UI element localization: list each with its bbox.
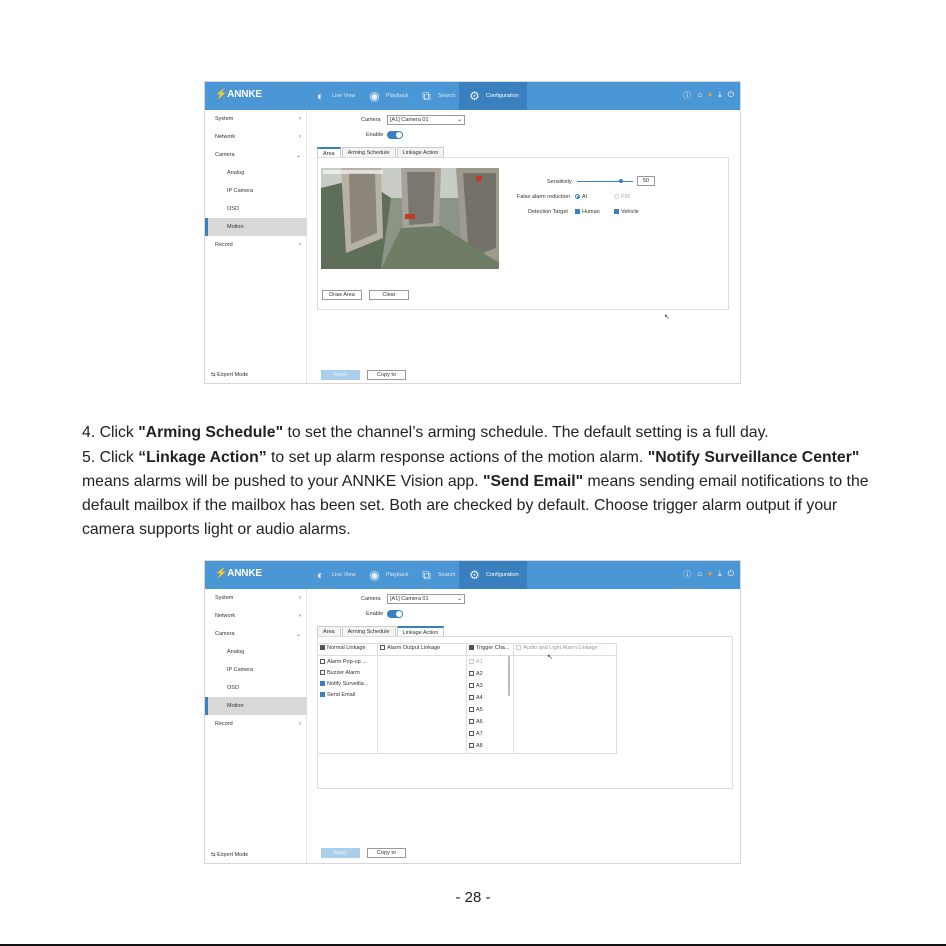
- expert-mode-link[interactable]: ⇆ Expert Mode: [211, 852, 249, 858]
- checkbox-checked-icon: [575, 209, 580, 214]
- switch-icon: ⇆: [211, 852, 218, 858]
- copy-to-button[interactable]: Copy to: [367, 370, 406, 380]
- enable-label: Enable: [366, 611, 384, 617]
- trigger-channel-header[interactable]: Trigger Cha...: [469, 645, 509, 651]
- checkbox-icon: [469, 731, 474, 736]
- channel-a4-checkbox[interactable]: A4: [469, 695, 483, 701]
- download-icon[interactable]: ⤓: [718, 90, 722, 99]
- home-icon[interactable]: ⌂: [697, 569, 703, 578]
- checkbox-checked-icon: [320, 681, 325, 686]
- nav-playback[interactable]: ◉ Playback: [367, 561, 408, 589]
- top-bar: [205, 82, 740, 110]
- checkbox-icon: [320, 659, 325, 664]
- screenshot-linkage-action: [204, 560, 741, 864]
- info-icon[interactable]: ⓘ: [683, 570, 692, 579]
- sidebar-item-osd[interactable]: OSD: [227, 685, 239, 691]
- sidebar-item-network[interactable]: Network ›: [215, 134, 301, 140]
- nav-live-view[interactable]: ◐ Live View: [313, 561, 355, 589]
- checkbox-partial-icon: [320, 645, 325, 650]
- switch-icon: ⇆: [211, 372, 218, 378]
- download-icon[interactable]: ⤓: [718, 569, 722, 578]
- sidebar-item-camera[interactable]: Camera ⌄: [215, 152, 301, 159]
- sidebar: [205, 589, 307, 863]
- camera-select[interactable]: [A1] Camera 01 ⌄: [387, 115, 465, 125]
- copy-to-button[interactable]: Copy to: [367, 848, 406, 858]
- camera-select[interactable]: [A1] Camera 01 ⌄: [387, 594, 465, 604]
- sensitivity-label: Sensitivity: [547, 179, 572, 185]
- false-alarm-label: False alarm reduction: [517, 194, 570, 200]
- chevron-down-icon: ⌄: [456, 117, 462, 123]
- checkbox-icon: [320, 670, 325, 675]
- checkbox-checked-icon: [320, 692, 325, 697]
- top-right-icons: [683, 569, 734, 580]
- home-icon[interactable]: ⌂: [697, 90, 703, 99]
- apply-button[interactable]: Apply: [321, 370, 360, 380]
- alarm-icon[interactable]: ♦: [708, 90, 713, 99]
- camera-label: Camera: [361, 596, 381, 602]
- sensitivity-value[interactable]: 50: [637, 176, 655, 186]
- sidebar-item-record[interactable]: Record ›: [215, 721, 301, 727]
- logo-mark-icon: ⚡: [215, 568, 228, 579]
- checkbox-checked-icon: [614, 209, 619, 214]
- nav-search[interactable]: ⧉ Search: [419, 82, 455, 110]
- sidebar-item-ip-camera[interactable]: IP Camera: [227, 188, 254, 194]
- sidebar-item-osd[interactable]: OSD: [227, 206, 239, 212]
- help-icon: ◌: [599, 645, 603, 651]
- channel-a2-checkbox[interactable]: A2: [469, 671, 483, 677]
- screenshot-motion-area: [204, 81, 741, 384]
- chevron-right-icon: ›: [299, 116, 301, 122]
- search-icon: ⧉: [422, 88, 431, 103]
- alarm-popup-checkbox[interactable]: Alarm Pop-up ...: [320, 659, 367, 665]
- sidebar-item-system[interactable]: System ›: [215, 116, 301, 122]
- nav-search[interactable]: ⧉ Search: [419, 561, 455, 589]
- nav-configuration[interactable]: ⚙ Configuration: [459, 561, 527, 589]
- sidebar-item-record[interactable]: Record ›: [215, 242, 301, 248]
- channel-a8-checkbox[interactable]: A8: [469, 743, 483, 749]
- checkbox-icon: [380, 645, 385, 650]
- tab-arming-schedule[interactable]: Arming Schedule: [342, 626, 396, 636]
- power-icon[interactable]: ⏻: [727, 569, 734, 578]
- top-right-icons: [683, 90, 734, 101]
- sensitivity-slider-handle[interactable]: [619, 179, 623, 183]
- nav-live-view[interactable]: ◐ Live View: [313, 82, 355, 110]
- nav-configuration[interactable]: ⚙ Configuration: [459, 82, 527, 110]
- camera-label: Camera: [361, 117, 381, 123]
- power-icon[interactable]: ⏻: [727, 90, 734, 99]
- gear-icon: ⚙: [469, 89, 480, 103]
- checkbox-partial-icon: [469, 645, 474, 650]
- top-bar: [205, 561, 740, 589]
- cursor-icon: ↖: [547, 654, 553, 661]
- send-email-checkbox[interactable]: Send Email: [320, 692, 355, 698]
- enable-toggle[interactable]: [387, 131, 403, 139]
- buzzer-alarm-checkbox[interactable]: Buzzer Alarm: [320, 670, 360, 676]
- channel-a7-checkbox[interactable]: A7: [469, 731, 483, 737]
- sidebar-item-network[interactable]: Network ›: [215, 613, 301, 619]
- sidebar-item-analog[interactable]: Analog: [227, 170, 245, 176]
- gear-icon: ⚙: [469, 568, 480, 582]
- channel-scrollbar[interactable]: [508, 656, 510, 696]
- checkbox-icon: [469, 707, 474, 712]
- channel-a5-checkbox[interactable]: A5: [469, 707, 483, 713]
- logo: ⚡ANNKE: [215, 568, 262, 579]
- channel-a6-checkbox[interactable]: A6: [469, 719, 483, 725]
- playback-icon: ◉: [369, 89, 380, 103]
- radio-selected-icon: [575, 194, 580, 199]
- chevron-down-icon: ⌄: [295, 152, 301, 159]
- audio-light-linkage-header[interactable]: Audio and Light Alarm Linkage ◌: [516, 645, 602, 651]
- playback-icon: ◉: [369, 568, 380, 582]
- cursor-icon: ↖: [664, 314, 670, 321]
- sidebar-item-analog[interactable]: Analog: [227, 649, 245, 655]
- logo-mark-icon: ⚡: [215, 89, 228, 100]
- camera-icon: ◐: [316, 568, 325, 582]
- apply-button[interactable]: Apply: [321, 848, 360, 858]
- tab-arming-schedule[interactable]: Arming Schedule: [342, 147, 396, 157]
- ai-option[interactable]: AI: [575, 194, 587, 200]
- checkbox-icon: [516, 645, 521, 650]
- clear-button[interactable]: Clear: [369, 290, 409, 300]
- sidebar-item-system[interactable]: System ›: [215, 595, 301, 601]
- radio-icon: [614, 194, 619, 199]
- checkbox-icon: [469, 683, 474, 688]
- sidebar-item-motion[interactable]: Motion: [205, 697, 307, 715]
- enable-toggle[interactable]: [387, 610, 403, 618]
- pir-option[interactable]: PIR: [614, 194, 630, 200]
- vehicle-checkbox[interactable]: Vehicle: [614, 209, 639, 215]
- normal-linkage-header[interactable]: Normal Linkage: [320, 645, 366, 651]
- enable-label: Enable: [366, 132, 384, 138]
- checkbox-icon: [469, 719, 474, 724]
- checkbox-icon: [469, 695, 474, 700]
- expert-mode-link[interactable]: ⇆ Expert Mode: [211, 372, 249, 378]
- chevron-down-icon: ⌄: [295, 631, 301, 638]
- column-divider: [466, 644, 467, 753]
- chevron-right-icon: ›: [299, 613, 301, 619]
- logo: ⚡ANNKE: [215, 89, 262, 100]
- step-5-text: 5. Click “Linkage Action” to set up alarm response actions of the motion alarm. "Notify Surveillance Center" means alarms will be pushed to your ANNKE Vision app. "Send Email" means sending email notifications to the default mailbox if the mailbox has been set. Both are checked by default. Choose trigger alarm output if your camera supports light or audio alarms.: [82, 449, 869, 538]
- human-checkbox[interactable]: Human: [575, 209, 600, 215]
- tab-linkage-action[interactable]: Linkage Action: [397, 147, 445, 157]
- detection-target-label: Detection Target: [528, 209, 568, 215]
- sensitivity-slider[interactable]: [577, 181, 633, 182]
- tab-area[interactable]: Area: [317, 147, 341, 157]
- column-divider: [513, 644, 514, 753]
- nav-playback[interactable]: ◉ Playback: [367, 82, 408, 110]
- step-4-text: 4. Click "Arming Schedule" to set the channel’s arming schedule. The default setting is a full day.: [82, 424, 769, 441]
- camera-preview-image[interactable]: [321, 168, 499, 269]
- sidebar-item-motion[interactable]: Motion: [205, 218, 307, 236]
- alarm-output-linkage-header[interactable]: Alarm Output Linkage: [380, 645, 440, 651]
- chevron-right-icon: ›: [299, 242, 301, 248]
- search-icon: ⧉: [422, 567, 431, 582]
- chevron-down-icon: ⌄: [456, 596, 462, 602]
- grid-header-divider: [318, 655, 616, 656]
- sidebar-item-ip-camera[interactable]: IP Camera: [227, 667, 254, 673]
- tab-linkage-action[interactable]: Linkage Action: [397, 626, 445, 636]
- info-icon[interactable]: ⓘ: [683, 91, 692, 100]
- page-number: - 28 -: [455, 889, 491, 906]
- channel-a3-checkbox[interactable]: A3: [469, 683, 483, 689]
- sidebar-item-camera[interactable]: Camera ⌄: [215, 631, 301, 638]
- notify-surveillance-checkbox[interactable]: Notify Surveilla...: [320, 681, 368, 687]
- column-divider: [377, 644, 378, 753]
- tab-bar: [317, 626, 445, 636]
- chevron-right-icon: ›: [299, 134, 301, 140]
- camera-icon: ◐: [316, 89, 325, 103]
- chevron-right-icon: ›: [299, 721, 301, 727]
- tab-bar: [317, 147, 445, 157]
- alarm-icon[interactable]: ♦: [708, 569, 713, 578]
- checkbox-icon: [469, 659, 474, 664]
- draw-area-button[interactable]: Draw Area: [322, 290, 362, 300]
- checkbox-icon: [469, 671, 474, 676]
- tab-area[interactable]: Area: [317, 626, 341, 636]
- chevron-right-icon: ›: [299, 595, 301, 601]
- channel-a1-checkbox[interactable]: A1: [469, 659, 483, 665]
- checkbox-icon: [469, 743, 474, 748]
- sidebar: [205, 110, 307, 383]
- arming-schedule-highlight: "Arming Schedule": [138, 424, 284, 441]
